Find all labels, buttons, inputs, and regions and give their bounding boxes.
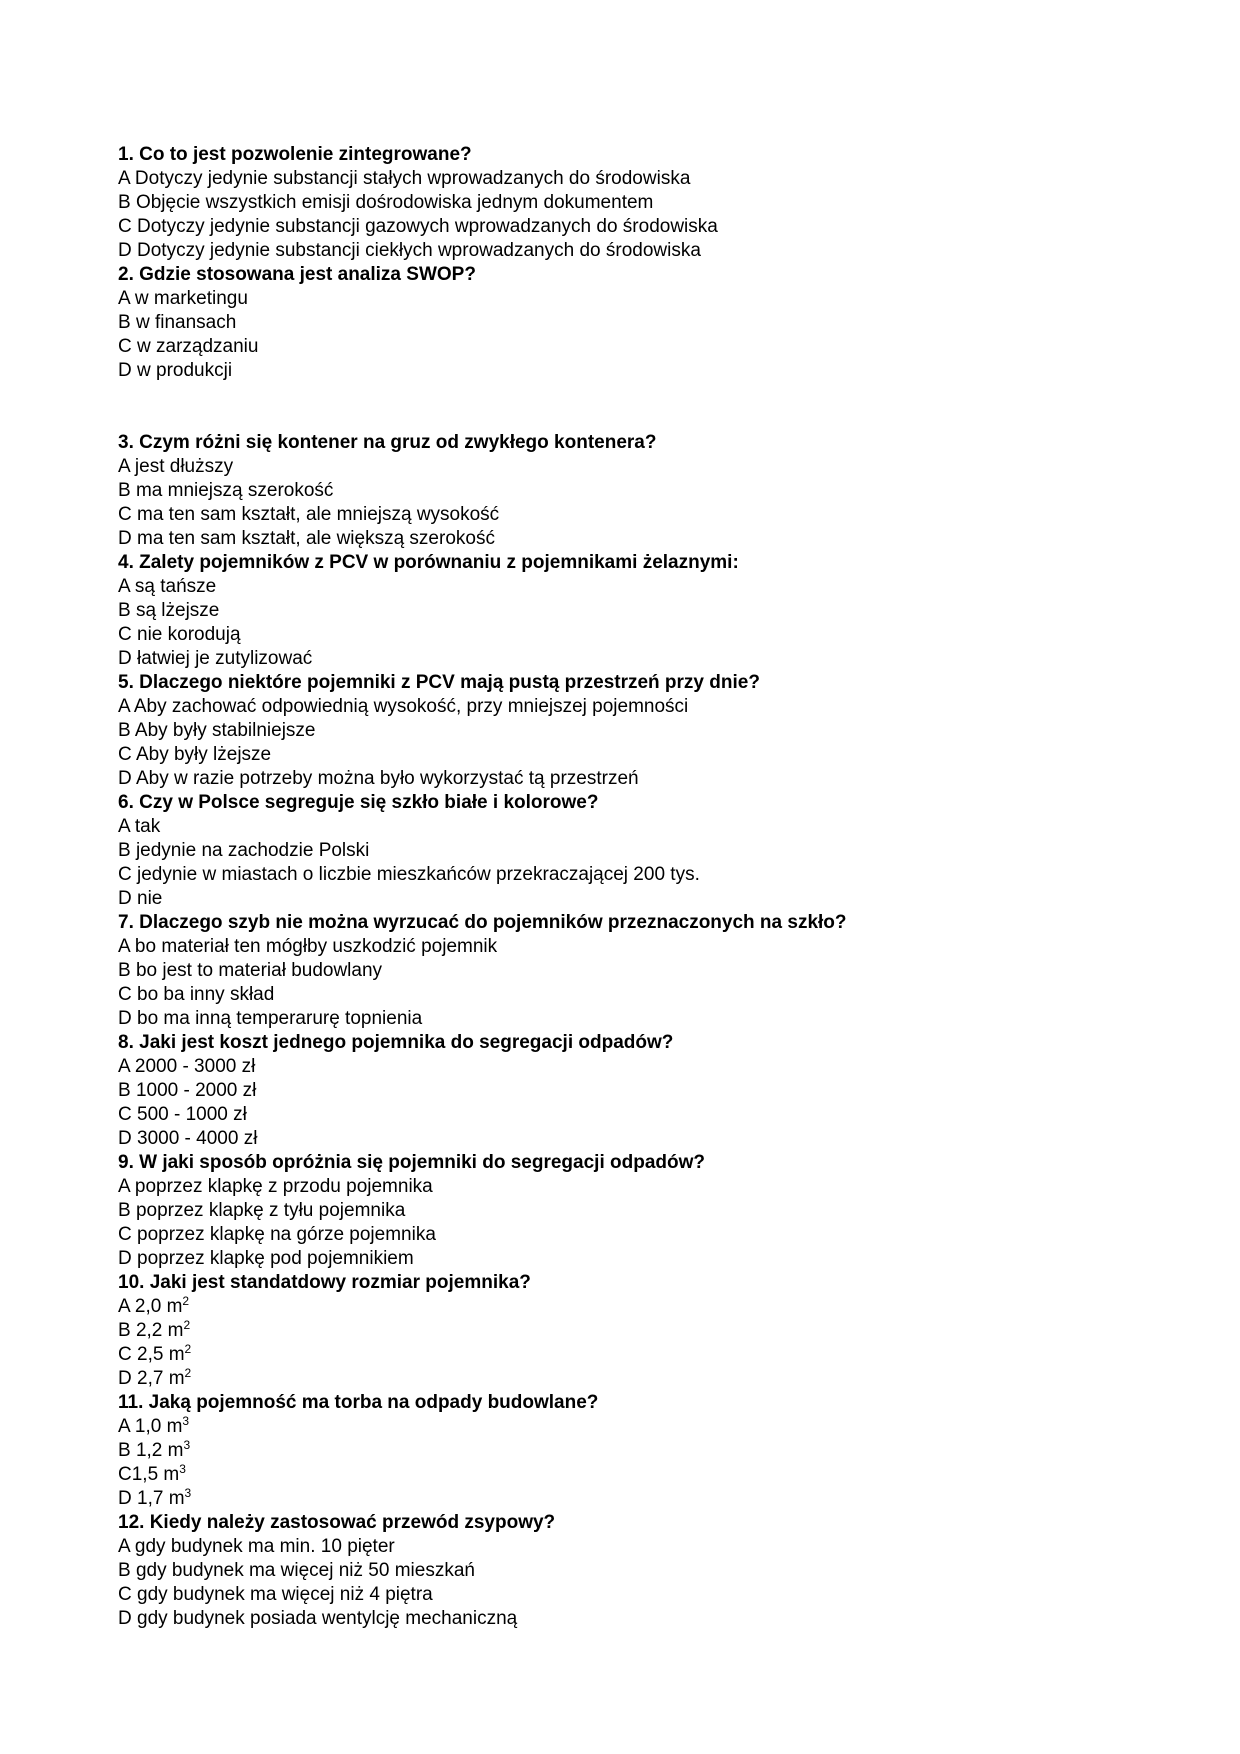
question-heading: 11. Jaką pojemność ma torba na odpady budowlane? <box>118 1392 599 1413</box>
answer-text: C 2,5 m <box>118 1344 185 1365</box>
unit-exponent: 3 <box>183 1438 191 1452</box>
answer-text: B w finansach <box>118 312 237 333</box>
answer-option <box>118 1127 1168 1151</box>
answer-text: C gdy budynek ma więcej niż 4 piętra <box>118 1584 433 1605</box>
answer-text: C jedynie w miastach o liczbie mieszkańców przekraczającej 200 tys. <box>118 864 700 885</box>
answer-option <box>118 647 1168 671</box>
question-heading: 9. W jaki sposób opróżnia się pojemniki do segregacji odpadów? <box>118 1152 705 1173</box>
answer-text: D łatwiej je zutylizować <box>118 648 313 669</box>
answer-text: B gdy budynek ma więcej niż 50 mieszkań <box>118 1560 475 1581</box>
answer-option <box>118 695 1168 719</box>
answer-option <box>118 1343 1168 1367</box>
answer-text: D w produkcji <box>118 360 233 381</box>
quiz-document <box>118 143 1168 1631</box>
answer-option <box>118 287 1168 311</box>
answer-text: D Dotyczy jedynie substancji ciekłych wprowadzanych do środowiska <box>118 240 701 261</box>
answer-option <box>118 215 1168 239</box>
answer-text: D Aby w razie potrzeby można było wykorzystać tą przestrzeń <box>118 768 639 789</box>
answer-text: A Dotyczy jedynie substancji stałych wprowadzanych do środowiska <box>118 168 691 189</box>
question-heading: 6. Czy w Polsce segreguje się szkło białe i kolorowe? <box>118 792 599 813</box>
answer-option <box>118 1319 1168 1343</box>
answer-text: D ma ten sam kształt, ale większą szerokość <box>118 528 495 549</box>
answer-option <box>118 311 1168 335</box>
answer-text: C1,5 m <box>118 1464 180 1485</box>
answer-option <box>118 1559 1168 1583</box>
answer-option <box>118 575 1168 599</box>
answer-text: C nie korodują <box>118 624 241 645</box>
answer-text: B jedynie na zachodzie Polski <box>118 840 370 861</box>
answer-text: D 2,7 m <box>118 1368 185 1389</box>
answer-option <box>118 1583 1168 1607</box>
answer-option <box>118 1223 1168 1247</box>
answer-option <box>118 983 1168 1007</box>
answer-option <box>118 239 1168 263</box>
answer-text: B Aby były stabilniejsze <box>118 720 316 741</box>
answer-option <box>118 167 1168 191</box>
answer-text: A Aby zachować odpowiednią wysokość, przy mniejszej pojemności <box>118 696 689 717</box>
question-heading: 10. Jaki jest standatdowy rozmiar pojemnika? <box>118 1272 531 1293</box>
question-heading: 7. Dlaczego szyb nie można wyrzucać do pojemników przeznaczonych na szkło? <box>118 912 847 933</box>
answer-option <box>118 767 1168 791</box>
unit-exponent: 3 <box>184 1486 192 1500</box>
answer-text: B 2,2 m <box>118 1320 184 1341</box>
answer-text: C Aby były lżejsze <box>118 744 272 765</box>
answer-text: A gdy budynek ma min. 10 pięter <box>118 1536 395 1557</box>
answer-option <box>118 959 1168 983</box>
answer-option <box>118 599 1168 623</box>
answer-text: B Objęcie wszystkich emisji dośrodowiska jednym dokumentem <box>118 192 654 213</box>
unit-exponent: 3 <box>182 1414 190 1428</box>
answer-option <box>118 887 1168 911</box>
answer-text: D bo ma inną temperarurę topnienia <box>118 1008 423 1029</box>
answer-option <box>118 719 1168 743</box>
question-heading: 8. Jaki jest koszt jednego pojemnika do segregacji odpadów? <box>118 1032 674 1053</box>
answer-option <box>118 335 1168 359</box>
answer-option <box>118 1367 1168 1391</box>
answer-option <box>118 743 1168 767</box>
unit-exponent: 2 <box>183 1318 191 1332</box>
answer-text: A bo materiał ten mógłby uszkodzić pojemnik <box>118 936 498 957</box>
answer-text: A w marketingu <box>118 288 248 309</box>
answer-option <box>118 1415 1168 1439</box>
answer-text: B poprzez klapkę z tyłu pojemnika <box>118 1200 406 1221</box>
question-heading: 1. Co to jest pozwolenie zintegrowane? <box>118 144 472 165</box>
answer-option <box>118 1079 1168 1103</box>
answer-option <box>118 1103 1168 1127</box>
answer-option <box>118 1295 1168 1319</box>
answer-option <box>118 1439 1168 1463</box>
answer-option <box>118 191 1168 215</box>
answer-text: B 1000 - 2000 zł <box>118 1080 257 1101</box>
answer-text: B ma mniejszą szerokość <box>118 480 334 501</box>
answer-option <box>118 527 1168 551</box>
answer-option <box>118 479 1168 503</box>
question-heading: 5. Dlaczego niektóre pojemniki z PCV mają pustą przestrzeń przy dnie? <box>118 672 760 693</box>
answer-option <box>118 1535 1168 1559</box>
answer-text: C poprzez klapkę na górze pojemnika <box>118 1224 436 1245</box>
answer-text: D 3000 - 4000 zł <box>118 1128 258 1149</box>
answer-option <box>118 1175 1168 1199</box>
question-heading: 3. Czym różni się kontener na gruz od zwykłego kontenera? <box>118 432 657 453</box>
answer-option <box>118 455 1168 479</box>
answer-text: B bo jest to materiał budowlany <box>118 960 383 981</box>
answer-text: D 1,7 m <box>118 1488 185 1509</box>
answer-text: C ma ten sam kształt, ale mniejszą wysokość <box>118 504 500 525</box>
answer-text: C 500 - 1000 zł <box>118 1104 247 1125</box>
question-heading: 2. Gdzie stosowana jest analiza SWOP? <box>118 264 476 285</box>
answer-option <box>118 1607 1168 1631</box>
answer-text: B 1,2 m <box>118 1440 184 1461</box>
answer-text: C Dotyczy jedynie substancji gazowych wprowadzanych do środowiska <box>118 216 718 237</box>
answer-text: A poprzez klapkę z przodu pojemnika <box>118 1176 433 1197</box>
answer-text: A 2000 - 3000 zł <box>118 1056 256 1077</box>
unit-exponent: 3 <box>179 1462 186 1476</box>
unit-exponent: 2 <box>184 1366 192 1380</box>
answer-text: D poprzez klapkę pod pojemnikiem <box>118 1248 414 1269</box>
answer-option <box>118 1199 1168 1223</box>
answer-option <box>118 935 1168 959</box>
answer-option <box>118 1487 1168 1511</box>
answer-text: A tak <box>118 816 161 837</box>
answer-text: C bo ba inny skład <box>118 984 275 1005</box>
answer-text: D gdy budynek posiada wentylcję mechaniczną <box>118 1608 518 1629</box>
answer-option <box>118 839 1168 863</box>
answer-text: B są lżejsze <box>118 600 220 621</box>
answer-option <box>118 623 1168 647</box>
answer-option <box>118 1247 1168 1271</box>
answer-option <box>118 359 1168 383</box>
unit-exponent: 2 <box>182 1294 190 1308</box>
answer-option <box>118 503 1168 527</box>
answer-text: A 1,0 m <box>118 1416 183 1437</box>
section-spacer <box>118 383 1168 431</box>
answer-text: A 2,0 m <box>118 1296 183 1317</box>
question-heading: 12. Kiedy należy zastosować przewód zsypowy? <box>118 1512 556 1533</box>
answer-option <box>118 815 1168 839</box>
question-heading: 4. Zalety pojemników z PCV w porównaniu z pojemnikami żelaznymi: <box>118 552 739 573</box>
answer-option <box>118 863 1168 887</box>
answer-text: A jest dłuższy <box>118 456 234 477</box>
answer-text: C w zarządzaniu <box>118 336 259 357</box>
answer-option <box>118 1463 1168 1487</box>
unit-exponent: 2 <box>184 1342 192 1356</box>
answer-text: D nie <box>118 888 163 909</box>
answer-option <box>118 1007 1168 1031</box>
answer-option <box>118 1055 1168 1079</box>
answer-text: A są tańsze <box>118 576 217 597</box>
